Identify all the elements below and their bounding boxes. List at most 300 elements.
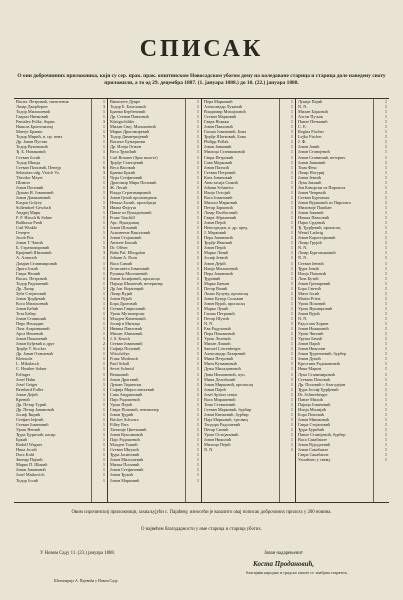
donation-amount: 1 (290, 265, 293, 271)
donor-name: Глиша Јовановић, Бова (204, 129, 247, 135)
donation-amount: 1 (290, 422, 293, 427)
donation-amount: 1 (384, 416, 387, 422)
donor-name: Јован Карастојковић (298, 235, 336, 241)
donor-name: Анастасија Симић (204, 179, 238, 185)
donor-name: Петар Симић (204, 427, 229, 433)
donation-amount: 1 (290, 386, 293, 392)
donor-name: Гечертт (16, 230, 30, 236)
donation-amount: 1 (196, 346, 199, 352)
donor-name: N. N. (204, 447, 214, 453)
donor-name: Стеван Јевтић (298, 260, 324, 266)
donation-amount: 1 (196, 401, 199, 407)
donation-amount: 1 (290, 305, 293, 311)
donation-amount: 1 (384, 119, 387, 125)
donor-name: Павле из Вукадиновић (110, 210, 152, 216)
donation-amount: 1 (290, 406, 293, 412)
donor-name: Ђура Бурићић (298, 427, 325, 433)
donation-amount: 1 (102, 280, 105, 286)
donation-amount: 5 (102, 245, 105, 251)
donor-name: Гавра Нешић (16, 270, 41, 276)
donor-name: Кренић (16, 396, 30, 402)
donation-amount: 1 (196, 139, 199, 145)
donation-amount: 1 (384, 210, 387, 216)
donation-amount: 1 (102, 462, 105, 468)
donation-amount: 1 (290, 356, 293, 362)
donation-amount: 1 (290, 179, 293, 185)
donation-amount: 1 (384, 154, 387, 160)
donation-amount: 1 (196, 341, 199, 347)
donor-name: Јован Јевтић (298, 174, 321, 180)
donor-name: Др. Илија Огњен (110, 144, 142, 150)
donor-name: Јован Шљивић (110, 225, 138, 231)
donation-amount: 1 (384, 114, 387, 120)
donor-name: N. N. (298, 255, 308, 261)
donor-name: Стеван Петровић (204, 169, 236, 175)
donor-name: Гавра Сакабаиле (298, 452, 329, 458)
donor-name: Влада Стратимировић (110, 189, 151, 195)
donor-name: Лука Јакшић (298, 179, 322, 185)
donor-name: Лаза Кутић (298, 275, 319, 281)
donation-amount: 1 (196, 427, 199, 433)
donor-name: Дана Нишановић, пуп. (204, 371, 246, 377)
donation-amount: 1 (102, 240, 105, 246)
donor-name: Вешковић (110, 371, 129, 377)
donor-name: Ева Радуловић (204, 326, 231, 332)
donor-name: Лазар Грујић (298, 240, 322, 246)
donor-name: Пајица Јовановић (298, 401, 331, 407)
donor-name: Стеван Шкулић (110, 447, 139, 453)
donor-name: Мина Петровић (204, 356, 234, 362)
donor-name: Уплаћено у свему (298, 457, 331, 463)
donor-name: Веса Ђукићић (110, 149, 137, 155)
donation-amount: 1 (102, 326, 105, 332)
donor-name: Вимолете Дукре (110, 99, 141, 104)
donation-amount: 1 (102, 310, 105, 316)
donation-amount: 1 (290, 351, 293, 357)
donor-name: Стеван Поповић, Пенејр (16, 164, 61, 170)
donation-amount: 1 (290, 336, 293, 342)
donor-name: Младен Тошић (110, 442, 138, 448)
donation-amount: 1 (196, 457, 199, 463)
donation-amount: 1 (196, 467, 199, 473)
donation-amount: 1 (102, 184, 105, 190)
donation-amount: 1 (290, 215, 293, 221)
donor-name: Пајо Радошевић (110, 437, 140, 443)
donation-amount: 1 (102, 396, 105, 402)
donor-name: Јован Вуксановић (110, 432, 143, 438)
donation-amount: 1 (102, 99, 105, 104)
donor-name: Павле Михић (298, 396, 323, 402)
donor-name: Павле Станојевић, бурбер (298, 432, 346, 438)
donor-name: Владимир Михајловић (204, 109, 246, 115)
donor-name: Перо Нешадин (16, 321, 44, 327)
donor-name: Јован Пажачевић (16, 336, 48, 342)
donation-amount: 1 (384, 381, 387, 387)
donation-amount: 1 (384, 452, 387, 458)
donation-amount: 1 (384, 225, 387, 231)
donor-name: Дуња Миладиновић (204, 366, 241, 372)
donor-name: F. F. Hirsch & Sohne (16, 215, 53, 221)
donor-name: Бранко Бркић (110, 169, 136, 175)
donor-name: Лазар Дворберон (16, 104, 48, 110)
donation-amount: 1 (102, 139, 105, 145)
donor-name: Carl Winkle (16, 225, 37, 231)
donation-amount: 3 (102, 169, 105, 175)
donation-amount: 1 (384, 260, 387, 266)
donation-amount: 1 (290, 341, 293, 347)
donor-name: Jacob Pitz (16, 235, 34, 241)
donation-amount: 1 (102, 199, 105, 205)
donor-name: Јован Мирковић, пропасац (204, 381, 253, 387)
donor-name: Бркић (16, 437, 28, 443)
donation-amount: 1 (196, 285, 199, 291)
donation-amount: 1 (102, 230, 105, 236)
donor-name: Лаза Агаринковић (16, 326, 50, 332)
donation-amount: 1 (384, 240, 387, 246)
donation-amount: 1 (196, 250, 199, 256)
donation-amount: 1 (290, 240, 293, 246)
donor-name: Лазар Вујић (110, 290, 133, 296)
donation-amount: 1 (196, 396, 199, 402)
donation-amount: 1 (290, 376, 293, 382)
donor-column-4 (295, 99, 389, 502)
donation-amount: 1 (196, 144, 199, 150)
donor-name: L. Mikulasch (16, 361, 39, 367)
donation-amount: 1 (290, 316, 293, 322)
donation-amount: 1 (384, 457, 387, 463)
donation-amount: 1 (196, 351, 199, 357)
donor-name: Тодор Радишевић (16, 280, 49, 286)
donation-amount: 1 (290, 346, 293, 352)
donor-name: Урош Нешић (16, 427, 41, 433)
donor-name: Лазар Палбасовић (204, 210, 238, 216)
donation-amount: 1 (290, 124, 293, 130)
donor-name: Јован Мишковић (298, 416, 329, 422)
donor-name: Јован Ђукић (110, 472, 133, 478)
donation-amount: 1 (384, 437, 387, 443)
donor-name: Гавра Поповић, пензионер (110, 406, 159, 412)
donation-amount: 1 (290, 432, 293, 438)
donor-name: Јован Јанковић (204, 144, 232, 150)
donor-name: Paul Schall (110, 361, 130, 367)
donation-amount: 1 (196, 270, 199, 276)
donor-name: Јован Вујић (298, 310, 320, 316)
donation-amount: 1 (290, 230, 293, 236)
donation-amount: 1 (290, 391, 293, 397)
donor-name: Јован Пајић (298, 341, 320, 347)
donation-amount: 1 (384, 134, 387, 140)
donor-name: Урош Пејић (110, 401, 132, 407)
donor-name: Урош Чипчић (298, 331, 324, 337)
donor-name: Алгон Пуљак (298, 114, 323, 120)
donation-amount: 1 (102, 391, 105, 397)
donor-name: Јован Дејић (204, 260, 226, 266)
donation-amount: 1 (196, 230, 199, 236)
donation-amount: 1 (196, 149, 199, 155)
donor-name: Јован Драговић (110, 376, 139, 382)
donor-name: Милка Поповић (110, 462, 140, 468)
donor-name: Чура Стефановић (110, 174, 143, 180)
donation-amount: 1 (102, 452, 105, 458)
donor-name: Erfinger (16, 371, 31, 377)
donor-name: Ђорђе Ивковић (204, 240, 233, 246)
donor-name: Непосредан, в. др. пред. (204, 225, 249, 231)
donation-amount: 1 (384, 427, 387, 433)
donation-amount: 1 (290, 159, 293, 165)
donation-amount: 1 (384, 265, 387, 271)
donor-name: Марко Бањин (204, 280, 230, 286)
donor-name: Јован Вујидоевић (298, 442, 331, 448)
donor-name: Јован Буђевић и друг (16, 341, 55, 347)
donation-amount: 1 (102, 305, 105, 311)
donation-amount: 1 (196, 442, 199, 448)
donation-amount: 1 (290, 225, 293, 231)
donor-name: N. N. (298, 245, 308, 251)
donor-name: Јанко Кунур Сильвин (204, 295, 244, 301)
donor-name: Душан И. Јовановић (16, 189, 54, 195)
donor-name: Ника Марин (298, 366, 321, 372)
donation-amount: 1 (102, 351, 105, 357)
donation-amount: 1 (290, 447, 293, 453)
page-subtitle: О они доброчинних приложника, који су сер. прак. прак. општинском Новосадском убогом дому на коледаване старица и старица доле наведену сиоту приложили, а то од 29. децембра 1887. (1. јануара 1888.) до 10. (22.) јануара 1888. (17, 73, 386, 87)
donation-amount: 1 (290, 210, 293, 216)
donation-amount: 1 (196, 326, 199, 332)
donor-name: Јован Пејић (204, 220, 226, 226)
donation-amount: 1 (102, 174, 105, 180)
donor-name: Рушица Милошевић (110, 270, 148, 276)
donor-name: Мина Делибалић (204, 376, 236, 382)
donation-amount: 1 (384, 351, 387, 357)
donor-name: Тодор Димитријевић (110, 134, 149, 140)
donor-name: Јован Чепрњић (298, 189, 326, 195)
donation-amount: 1 (196, 134, 199, 140)
donation-amount: 2 (102, 341, 105, 347)
donation-amount: 1 (384, 245, 387, 251)
donation-amount: 3 (102, 250, 105, 256)
donor-name: Нешка Павловић (298, 215, 330, 221)
donor-name: Веса Васовић (110, 164, 136, 170)
donation-amount: 1 (196, 366, 199, 372)
donation-amount: 1 (196, 356, 199, 362)
donor-name: Josef Spitzer senior (204, 391, 238, 397)
donation-amount: 1 (102, 321, 105, 327)
donor-name: C. Heather Sohne (16, 366, 47, 372)
donor-name: Марко П. Шикић (16, 462, 48, 468)
donation-amount: 1 (102, 109, 105, 115)
donation-amount: 1 (196, 295, 199, 301)
donor-name: Стеван Гавриловић (110, 305, 146, 311)
donor-name: N. N. (204, 321, 214, 327)
donation-amount: 1 (384, 432, 387, 438)
donor-name: Миливоје Пашћан (298, 204, 332, 210)
donor-name: Ђура Јовић (298, 265, 319, 271)
donation-amount: 1 (196, 225, 199, 231)
donation-amount: 1 (102, 477, 105, 483)
donation-amount: 1 (290, 427, 293, 433)
donor-table (14, 98, 389, 503)
donor-name: Јован Новаковић (298, 326, 329, 332)
donor-name: Петар Зарковић (204, 204, 233, 210)
donation-amount: 1 (196, 331, 199, 337)
donor-name: Јован Јовић (298, 144, 320, 150)
donation-amount: 1 (102, 416, 105, 422)
donation-amount: 1 (102, 210, 105, 216)
donor-name: Зуба Стојановић (16, 290, 47, 296)
donation-amount: 1 (384, 159, 387, 165)
donation-amount: 1 (196, 411, 199, 417)
donation-amount: 1 (102, 472, 105, 478)
donor-name: Пајко Срдевић (298, 220, 325, 226)
signature-label: Јован надарењенит (264, 551, 303, 556)
donor-name: Урош Мутимерски (110, 310, 145, 316)
donation-amount: 1 (102, 149, 105, 155)
donor-name: Kleinsolz (16, 356, 33, 362)
donation-amount: 1 (384, 411, 387, 417)
donation-amount: 1 (290, 310, 293, 316)
donor-name: Тодор Јосић (16, 477, 39, 483)
donation-amount: 1 (290, 250, 293, 256)
donation-amount: 1 (196, 199, 199, 205)
donor-name: Илија Милијић (298, 406, 326, 412)
donation-amount: 1 (384, 442, 387, 448)
donor-name: Др. Лазар (16, 285, 34, 291)
donation-amount: 1 (290, 154, 293, 160)
donation-amount: 1 (102, 316, 105, 322)
donation-amount: 1 (290, 129, 293, 135)
donor-name: Петар Шутић (204, 316, 229, 322)
donation-amount: 1 (102, 422, 105, 427)
donor-name: Јован Вујаковић из Пирошта (298, 199, 351, 205)
donation-amount: 1 (290, 285, 293, 291)
donor-name: Јован Вујић, пропасац (204, 300, 245, 306)
donation-amount: 1 (196, 406, 199, 412)
donor-name: Др. Јован Пустак (16, 139, 48, 145)
donor-name: Sollendoel-Geschaft (16, 204, 52, 210)
donor-name: Мита Кузмановић (204, 361, 237, 367)
donor-row (108, 478, 201, 483)
donation-amount: 1 (102, 401, 105, 407)
donation-amount: 1 (102, 366, 105, 372)
donation-amount: 1 (290, 290, 293, 296)
donor-name: Васа Мирашевић (204, 396, 236, 402)
donation-amount: 5 (102, 134, 105, 140)
donor-name: Јован Кнежевић, бурбир (204, 411, 249, 417)
donor-name: Rudolf Wagner (16, 442, 43, 448)
donor-name: Тома Фекс (298, 164, 318, 170)
donor-name: Стеван Марковић (204, 114, 237, 120)
donor-name: Пера Јовановић (204, 235, 233, 241)
donor-name: Гаврил Нинковић (16, 114, 49, 120)
donor-name: Ђ. Ђурђевић, пропасац (298, 225, 341, 231)
donor-name: Dr. Offner (110, 245, 128, 251)
donation-amount: 1 (384, 341, 387, 347)
donation-amount: 1 (384, 149, 387, 155)
donation-amount: 1 (196, 432, 199, 438)
donation-amount: 1 (102, 179, 105, 185)
donor-name: Никола Бронтоконој (16, 124, 54, 130)
donation-amount: 1 (196, 154, 199, 160)
donation-amount: 1 (196, 305, 199, 311)
donation-amount: 1 (196, 361, 199, 367)
donor-name: Марко Лачић (204, 250, 229, 256)
donation-amount: 1 (384, 447, 387, 453)
donation-amount: 1 (102, 159, 105, 165)
donor-name: Александар Лазаревић (204, 351, 246, 357)
donor-name: Јан Каворски из Пирошта (298, 184, 346, 190)
donor-name: Јован Николин (298, 346, 326, 352)
donation-amount: 1 (384, 331, 387, 337)
donor-name: Јован Дамњановић (16, 194, 51, 200)
donation-amount: 1 (196, 452, 199, 458)
donor-column-3 (201, 99, 295, 502)
donation-amount: 1 (196, 235, 199, 241)
donor-name: Стевана Поповић (298, 376, 330, 382)
donor-name: Стеван Јовановић (16, 422, 49, 427)
donor-name: Ј. Ф. (298, 139, 307, 145)
donor-name: Јован Ђурић (110, 411, 134, 417)
donation-amount: 1 (102, 295, 105, 301)
donor-name: Ђорђе Шатковић, Бова (204, 134, 246, 140)
donation-amount: 1 (102, 225, 105, 231)
donation-amount: 1 (196, 381, 199, 387)
donation-amount: 1 (290, 164, 293, 170)
donor-name: Јелисавета Јовановић (110, 265, 150, 271)
donation-amount: 1 (102, 124, 105, 130)
donor-name: С. Е. (298, 124, 307, 130)
donation-amount: 1 (290, 194, 293, 200)
donation-amount: 1 (196, 174, 199, 180)
donor-name: Милан Свеј. Милошевић (110, 124, 156, 130)
donation-amount: 1 (196, 194, 199, 200)
donation-amount: 1 (102, 194, 105, 200)
donor-name: Тодор Б. Бохеловић (110, 104, 146, 110)
donation-amount: 1 (290, 144, 293, 150)
donation-amount: 1 (290, 245, 293, 251)
donor-name: Пера Пешаковић (204, 331, 235, 337)
donor-name: Ђуривић (204, 275, 221, 281)
donor-name: Дамјан Станимировић (16, 260, 58, 266)
donation-amount: 1 (102, 331, 105, 337)
donation-amount: 1 (384, 422, 387, 427)
donor-name: Пајица Шимонић, ветеринар (110, 280, 163, 286)
donation-amount: 1 (196, 255, 199, 261)
donor-name: Јован Грнчаревић (298, 280, 331, 286)
donor-row (202, 447, 295, 452)
donor-name: Ј. Марковић (204, 230, 227, 236)
donation-amount: 1 (196, 129, 199, 135)
donor-name: Lejko Fischer (298, 134, 322, 140)
donation-amount: 1 (290, 174, 293, 180)
donation-amount: 1 (384, 361, 387, 367)
donation-amount: 1 (384, 99, 387, 104)
donation-amount: 1 (384, 356, 387, 362)
donation-amount: 1 (102, 220, 105, 226)
donor-name: Стеван Бургоњак (298, 194, 330, 200)
donation-amount: 1 (384, 250, 387, 256)
donor-name: Johann Schmeiss (204, 184, 234, 190)
donor-name: Ђура Јосиф Ђурђевић (298, 386, 339, 392)
donation-amount: 1 (290, 169, 293, 175)
donation-amount: 1 (196, 376, 199, 382)
donor-name: Лалко Кулуну, пропасац (204, 290, 249, 296)
donation-amount: 1 (196, 310, 199, 316)
donation-amount: 1 (290, 275, 293, 281)
donation-amount: 1 (102, 300, 105, 306)
donation-amount: 1 (196, 164, 199, 170)
donation-amount: 1 (290, 104, 293, 110)
donor-name: Мита Јосић (298, 290, 320, 296)
donor-name: Јован Стефановић (110, 467, 144, 473)
